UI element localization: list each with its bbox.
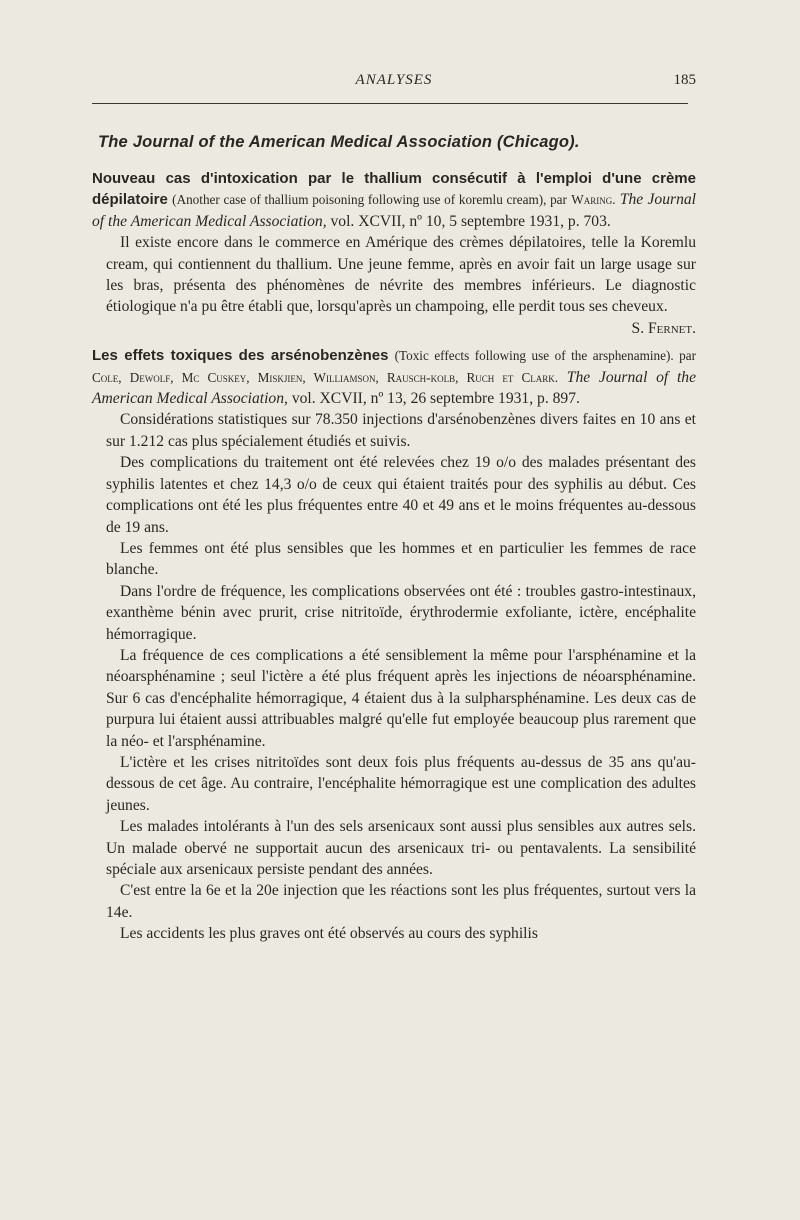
article-1-english-title: (Another case of thallium poisoning following use of koremlu cream), par: [172, 192, 567, 208]
article-2-authors: Cole, Dewolf, Mc Cuskey, Miskjien, Williamson, Rausch-kolb, Ruch et Clark.: [92, 369, 559, 385]
article-body: [92, 168, 697, 945]
article-2-citation: vol. XCVII, nº 13, 26 septembre 1931, p. 897.: [291, 390, 580, 408]
article-2-paragraph-9: Les accidents les plus graves ont été observés au cours des syphilis: [120, 925, 538, 943]
article-1-signature: S. Fernet.: [631, 319, 696, 337]
journal-heading: The Journal of the American Medical Association (Chicago).: [98, 133, 580, 151]
article-2-paragraph-1: Considérations statistiques sur 78.350 injections d'arsénobenzènes divers faites en 10 ans et sur 1.212 cas plus spécialement étudiés et suivis.: [106, 411, 696, 450]
article-2-title: Les effets toxiques des arsénobenzènes: [92, 347, 389, 365]
article-2-journal-ref: The Journal of the American Medical Association,: [92, 368, 696, 408]
document-page: [92, 0, 696, 1220]
running-header: [92, 72, 696, 96]
article-2-paragraph-7: Les malades intolérants à l'un des sels arsenicaux sont aussi plus sensibles aux autres sels. Un malade obervé ne supportait aucun des arsenicaux tri- ou pentavalents. La sensibilité spéciale aux arsenicaux persiste pendant des années.: [106, 818, 696, 878]
running-title: ANALYSES: [355, 72, 433, 88]
header-rule: [92, 103, 688, 104]
article-2-paragraph-2: Des complications du traitement ont été relevées chez 19 o/o des malades présentant des syphilis latentes et chez 14,3 o/o de ceux qui étaient traités pour des syphilis au début. Ces complications ont été les plus fréquentes entre 40 et 49 ans et le moins fréquentes au-dessous de 19 ans.: [106, 454, 696, 536]
article-2-paragraph-4: Dans l'ordre de fréquence, les complications observées ont été : troubles gastro-intestinaux, exanthème bénin avec prurit, crise nitritoïde, érythrodermie exfoliante, ictère, encéphalite hémorragique.: [106, 582, 696, 643]
article-2-paragraph-3: Les femmes ont été plus sensibles que les hommes et en particulier les femmes de race blanche.: [106, 539, 696, 579]
article-2-english-title: (Toxic effects following use of the arsphenamine). par: [394, 348, 696, 364]
article-1-author: Waring.: [571, 192, 616, 208]
article-2-paragraph-6: L'ictère et les crises nitritoïdes sont deux fois plus fréquents au-dessus de 35 ans qu'au-dessous de cet âge. Au contraire, l'encéphalite hémorragique est une complication des adultes jeunes.: [106, 753, 696, 814]
article-1-citation: vol. XCVII, nº 10, 5 septembre 1931, p. 703.: [330, 212, 611, 230]
article-1-title: Nouveau cas d'intoxication par le thallium consécutif à l'emploi d'une crème dépilatoire: [92, 170, 696, 209]
article-1-header: [92, 168, 696, 232]
article-2-paragraph-5: La fréquence de ces complications a été sensiblement la même pour l'arsphénamine et la néoarsphénamine ; seul l'ictère a été plus fréquent après les injections de néoarsphénamine. Sur 6 cas d'encéphalite hémorragique, 4 étaient dus à la sulpharsphénamine. Les deux cas de purpura lui étaient aussi attribuables malgré qu'elle fut employée beaucoup plus rarement que la néo- et l'arsphénamine.: [106, 646, 696, 750]
article-1-paragraph: Il existe encore dans le commerce en Amérique des crèmes dépilatoires, telle la Koremlu cream, qui contiennent du thallium. Une jeune femme, après en avoir fait un large usage sur les bras, présenta des phénomènes de névrite des membres inférieurs. Le diagnostic étiologique n'a pu être établi que, lorsqu'après un champoing, elle perdit tous ses cheveux.: [106, 234, 696, 316]
page-number: 185: [673, 72, 696, 88]
article-2-paragraph-8: C'est entre la 6e et la 20e injection que les réactions sont les plus fréquentes, surtout vers la 14e.: [106, 882, 696, 921]
article-2-header: [92, 345, 696, 409]
article-1-journal-ref: The Journal of the American Medical Association,: [92, 191, 697, 230]
